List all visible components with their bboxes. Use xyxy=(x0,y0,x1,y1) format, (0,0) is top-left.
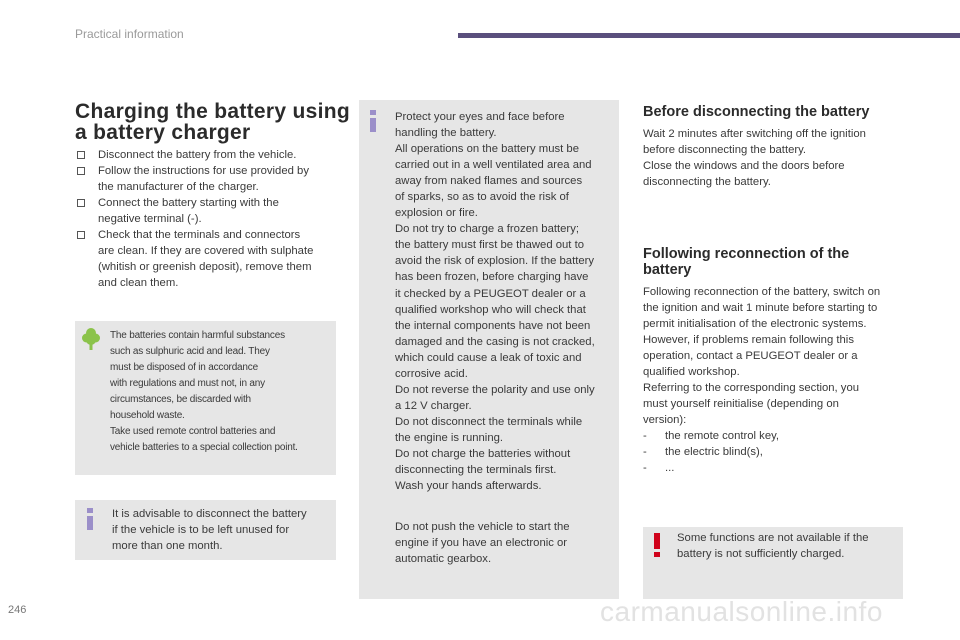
charging-steps xyxy=(75,147,345,291)
section-heading-before-disconnecting: Before disconnecting the battery xyxy=(643,104,870,120)
section-heading-reconnection: Following reconnection of the battery xyxy=(643,246,850,278)
checkbox-bullet-icon xyxy=(77,167,85,175)
reconnection-text: Following reconnection of the battery, switch on the ignition and wait 1 minute before starting to permit initialisation of the electronic systems. However, if problems remain following this operation, contact a PEUGEOT dealer or a qualified workshop. Referring to the corresponding section, you must yourself reinitialise (depending on version): - the remote control key, - the electric blind(s), - ... xyxy=(643,284,908,476)
safety-note-text: Protect your eyes and face before handling the battery. All operations on the battery must be carried out in a well ventilated area and away from naked flames and sources of sparks, so as to avoid the risk of explosion or fire. Do not try to charge a frozen battery; the battery must first be thawed out to avoid the risk of explosion. If the battery has been frozen, before charging have it checked by a PEUGEOT dealer or a qualified workshop who will check that the internal components have not been damaged and the casing is not cracked, which could cause a leak of toxic and corrosive acid. Do not reverse the polarity and use only a 12 V charger. Do not disconnect the terminals while the engine is running. Do not charge the batteries without disconnecting the terminals first. Wash your hands afterwards. xyxy=(395,111,595,493)
watermark: carmanualsonline.info xyxy=(600,596,883,627)
reinitialise-list xyxy=(643,428,908,476)
page-number: 246 xyxy=(8,604,27,616)
environment-note-text: The batteries contain harmful substances such as sulphuric acid and lead. They must be disposed of in accordance with regulations and must not, in any circumstances, be discarded with household waste. Take used remote control batteries and vehicle batteries to a special collection point. xyxy=(110,330,298,453)
exclamation-warning-icon xyxy=(653,533,661,557)
step-item: Follow the instructions for use provided by the manufacturer of the charger. xyxy=(75,163,345,195)
info-note-text: It is advisable to disconnect the battery if the vehicle is to be left unused for more than one month. xyxy=(112,508,307,552)
list-item: - the electric blind(s), xyxy=(643,444,908,460)
list-item: - ... xyxy=(643,460,908,476)
page-heading: Charging the battery using a battery charger xyxy=(75,100,350,144)
section-title: Practical information xyxy=(75,27,184,41)
list-item: - the remote control key, xyxy=(643,428,908,444)
tree-icon xyxy=(82,327,100,351)
push-start-note-text: Do not push the vehicle to start the engine if you have an electronic or automatic gearbox. xyxy=(395,521,570,566)
checkbox-bullet-icon xyxy=(77,199,85,207)
warning-note-text: Some functions are not available if the battery is not sufficiently charged. xyxy=(677,532,869,560)
header-bar xyxy=(458,33,960,38)
info-icon xyxy=(86,508,94,530)
step-item: Disconnect the battery from the vehicle. xyxy=(75,147,345,163)
info-icon xyxy=(369,110,377,132)
step-item: Check that the terminals and connectors are clean. If they are covered with sulphate (whitish or greenish deposit), remove them and clean them. xyxy=(75,227,345,291)
step-item: Connect the battery starting with the negative terminal (-). xyxy=(75,195,345,227)
checkbox-bullet-icon xyxy=(77,231,85,239)
checkbox-bullet-icon xyxy=(77,151,85,159)
before-disconnecting-text: Wait 2 minutes after switching off the ignition before disconnecting the battery. Close the windows and the doors before disconnecting the battery. xyxy=(643,128,866,188)
